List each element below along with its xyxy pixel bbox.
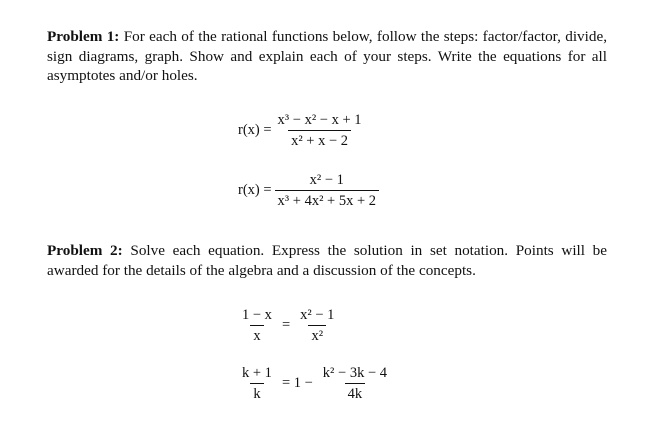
eq1-fraction: [275, 112, 365, 149]
p2eq2-left-denominator: k: [250, 383, 263, 402]
problem1-equation-1: [238, 112, 368, 149]
problem2-equation-2: [236, 365, 393, 402]
eq1-numerator: x³ − x² − x + 1: [277, 112, 362, 128]
p2eq1-right-fraction: [297, 307, 337, 344]
eq1-denominator: x² + x − 2: [288, 130, 351, 149]
eq2-lhs: r(x) =: [238, 182, 272, 198]
p2eq2-left-fraction: [239, 365, 275, 402]
eq2-fraction: [275, 172, 379, 209]
p2eq2-right-numerator: k² − 3k − 4: [322, 365, 387, 381]
p2eq1-left-denominator: x: [250, 325, 263, 344]
problem1-label: Problem 1:: [47, 28, 120, 45]
eq2-denominator: x³ + 4x² + 5x + 2: [275, 190, 379, 209]
p2eq1-relation: =: [281, 317, 291, 333]
problem2-text: Solve each equation. Express the solution in set notation. Points will be awarded for the details of the algebra and a discussion of the concepts.: [47, 242, 607, 279]
eq2-numerator: x² − 1: [309, 172, 344, 188]
p2eq1-right-numerator: x² − 1: [300, 307, 335, 323]
problem1-text: For each of the rational functions below, follow the steps: factor/factor, divide, sign diagrams, graph. Show and explain each of your steps. Write the equations for all asymptotes and/or holes.: [47, 28, 607, 84]
p2eq1-left-fraction: [239, 307, 275, 344]
p2eq2-left-numerator: k + 1: [242, 365, 272, 381]
problem2-paragraph: [47, 241, 607, 280]
p2eq1-left-numerator: 1 − x: [242, 307, 272, 323]
p2eq2-right-fraction: [320, 365, 390, 402]
problem1-paragraph: [47, 27, 607, 86]
problem2-equation-1: [236, 307, 340, 344]
eq1-lhs: r(x) =: [238, 122, 272, 138]
p2eq1-right-denominator: x²: [308, 325, 326, 344]
problem1-equation-2: [238, 172, 382, 209]
problem2-label: Problem 2:: [47, 242, 123, 259]
p2eq2-right-denominator: 4k: [345, 383, 366, 402]
p2eq2-relation: = 1 −: [281, 375, 313, 391]
